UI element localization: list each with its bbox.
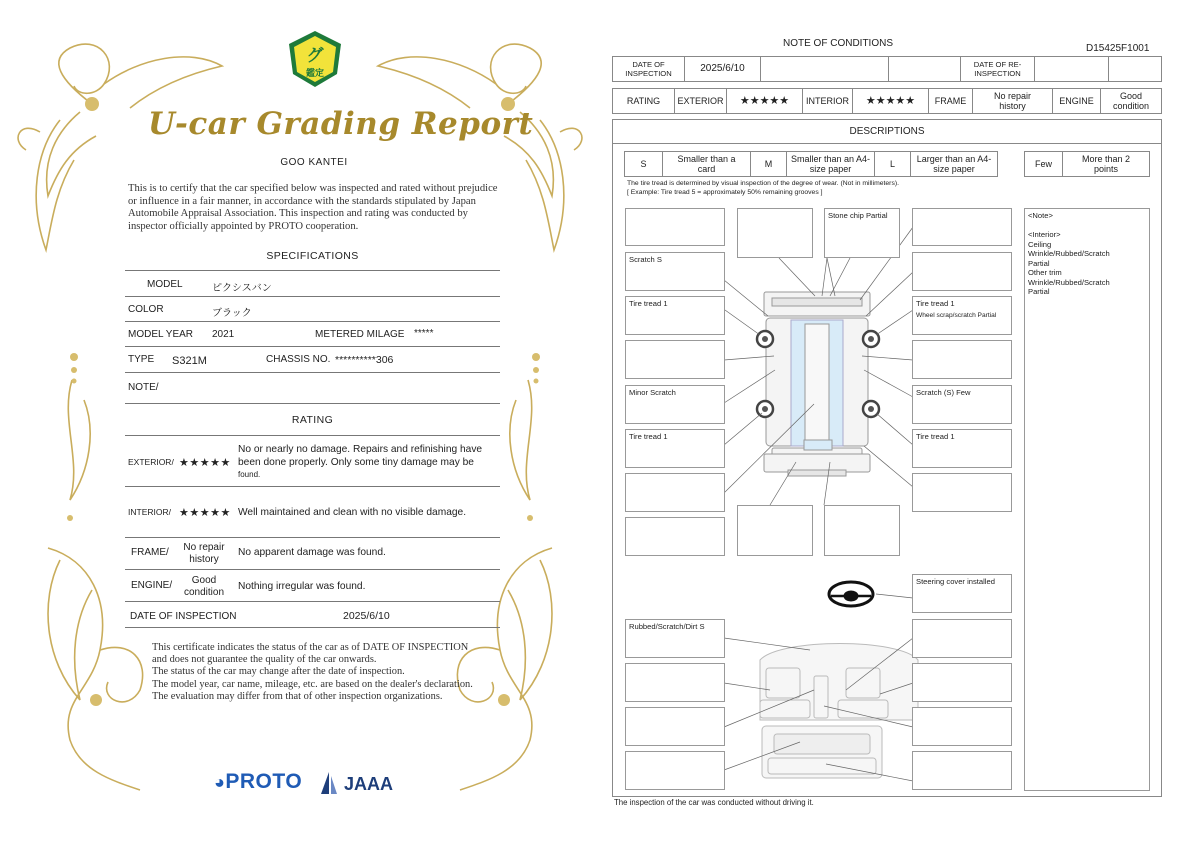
divider [125,346,500,347]
interior-note-panel [1024,208,1150,791]
divider [125,601,500,602]
divider [125,486,500,487]
note-line: Wrinkle/Rubbed/Scratch [1028,277,1110,287]
exterior-stars: ★★★★★ [179,457,231,469]
disclaimer-line: The model year, car name, mileage, etc. are based on the dealer's declaration. [152,678,473,690]
legend-s-desc: Smaller than a card [663,152,751,176]
disclaimer-line: The evaluation may differ from that of other inspection organizations. [152,690,443,702]
goo-kantei-badge [287,30,343,88]
engine-label: ENGINE/ [131,580,173,591]
model-year-value: 2021 [212,329,235,340]
legend-m-key: M [751,152,787,176]
inspection-date-label: DATE OF INSPECTION [130,611,237,622]
note-line: Wrinkle/Rubbed/Scratch [1028,249,1110,258]
divider [125,270,500,271]
damage-note-box [912,707,1012,746]
damage-note-box [912,296,1012,335]
damage-note-box: Tire tread 1 [625,296,725,335]
badge-label: 鑑定 [305,68,324,78]
frame-value: No repair history [973,89,1053,113]
model-year-label: MODEL YEAR [128,329,194,340]
damage-note-box [625,473,725,512]
chassis-value: **********306 [335,354,394,366]
tire-tread-note: The tire tread is determined by visual inspection of the degree of wear. (Not in millimeters). [627,180,899,187]
descriptions-heading: DESCRIPTIONS [612,119,1162,144]
interior-stars: ★★★★★ [853,89,929,113]
disclaimer-line: The status of the car may change after the date of inspection. [152,666,405,678]
interior-description: Well maintained and clean with no visible damage. [238,507,467,518]
legend-l-desc: Larger than an A4-size paper [916,153,992,174]
certification-statement: This is to certify that the car specified below was inspected and rated without prejudice or influence in a fair manner, in accordance with the standards stipulated by Japan Automobile Appraisal Association. This inspection and rating was conducted by inspector officially appointed by PROTO cooperation. [128,183,498,232]
damage-note-box [625,707,725,746]
exterior-description-tail: found. [238,470,261,479]
note-line: <Interior> [1028,230,1061,239]
legend-few-key: Few [1025,152,1063,176]
damage-note-box [824,505,900,556]
chassis-label: CHASSIS NO. [266,354,331,365]
damage-note-box: Stone chip Partial [824,208,900,258]
engine-description: Nothing irregular was found. [238,581,366,592]
proto-logo: ◕PROTO [214,770,303,793]
engine-value: Good condition [1112,90,1150,111]
tire-tread-text: Tire tread 1 [916,299,955,308]
type-label: TYPE [128,354,155,365]
svg-text:グ: グ [306,46,324,66]
frame-value: No repair history [183,542,225,565]
damage-note-box: Minor Scratch [625,385,725,424]
legend-few-desc: More than 2 points [1081,153,1131,174]
damage-note-box: Scratch (S) Few [912,385,1012,424]
exterior-label: EXTERIOR [675,89,727,113]
note-line: Partial [1028,287,1050,296]
divider [125,372,500,373]
type-value: S321M [172,355,207,367]
color-value: ブラック [212,308,252,319]
exterior-stars: ★★★★★ [727,89,803,113]
exterior-description: No or nearly no damage. Repairs and refinishing have been done properly. Only some tiny damage may be [238,444,483,468]
damage-note-box [625,517,725,556]
damage-note-box: Tire tread 1 [625,429,725,468]
divider [125,627,500,628]
rating-label: RATING [613,89,675,113]
legend-l-key: L [875,152,911,176]
divider [125,537,500,538]
frame-description: No apparent damage was found. [238,547,386,558]
divider [125,403,500,404]
engine-label: ENGINE [1053,89,1101,113]
interior-label: INTERIOR/ [128,507,171,517]
damage-note-box [625,340,725,379]
inspection-date-label: DATE OF INSPECTION [613,57,685,81]
frame-label: FRAME/ [131,547,169,558]
jaaa-logo-text: JAAA [344,774,394,794]
damage-note-box [912,473,1012,512]
damage-note-box [912,619,1012,658]
reinspection-date-label: DATE OF RE-INSPECTION [961,57,1035,81]
divider [125,569,500,570]
tire-tread-example: [ Example: Tire tread 5 = approximately 50% remaining grooves ] [627,189,823,196]
inspection-footer-note: The inspection of the car was conducted without driving it. [614,798,814,807]
model-value: ピクシスバン [212,283,272,294]
inspection-date-value: 2025/6/10 [685,57,761,81]
note-of-conditions-sheet [600,0,1200,848]
mileage-label: METERED MILAGE [315,329,405,340]
damage-note-box [737,208,813,258]
interior-label: INTERIOR [803,89,853,113]
rating-heading: RATING [291,414,334,426]
certificate-disclaimer [152,642,482,703]
steering-wheel-icon [829,582,873,606]
damage-note-box [625,663,725,702]
proto-logo-text: PROTO [225,770,303,793]
divider [125,321,500,322]
damage-note-box: Rubbed/Scratch/Dirt S [625,619,725,658]
specifications-heading: SPECIFICATIONS [266,250,359,262]
van-top-view [764,292,870,476]
damage-note-box [912,663,1012,702]
damage-note-box [912,252,1012,291]
note-line: Ceiling [1028,239,1052,249]
note-label: NOTE/ [128,382,159,393]
note-line: Other trim [1028,268,1062,277]
engine-value: Good condition [183,575,225,598]
color-label: COLOR [128,304,164,315]
damage-note-box [625,208,725,246]
jaaa-mark-icon [318,770,340,796]
damage-note-box: Scratch S [625,252,725,291]
report-title: U-car Grading Report [148,106,534,142]
report-subtitle: GOO KANTEI [280,157,348,168]
damage-note-box [912,208,1012,246]
frame-label: FRAME [929,89,973,113]
damage-note-box [737,505,813,556]
damage-note-box [625,751,725,790]
document-id: D15425F1001 [1086,43,1150,54]
divider [125,435,500,436]
note-spacer [1028,221,1146,231]
legend-m-desc: Smaller than an A4-size paper [787,152,875,176]
legend-s-key: S [625,152,663,176]
damage-note-box: Tire tread 1 [912,429,1012,468]
sheet-title: NOTE OF CONDITIONS [783,38,893,49]
inspection-date-value: 2025/6/10 [343,610,390,622]
wheel-scrap-text: Wheel scrap/scratch Partial [916,311,997,319]
mileage-value: ***** [414,328,434,339]
note-line: Partial [1028,258,1050,268]
disclaimer-line: This certificate indicates the status of the car as of DATE OF INSPECTION and does not guarantee the quality of the car onwards. [152,642,469,666]
damage-note-box: Steering cover installed [912,574,1012,613]
damage-note-box [912,340,1012,379]
exterior-label: EXTERIOR/ [128,457,174,467]
note-heading: <Note> [1028,211,1053,220]
model-label: MODEL [147,279,183,290]
interior-stars: ★★★★★ [179,507,231,519]
damage-note-box [912,751,1012,790]
divider [125,296,500,297]
van-interior-view [760,644,918,779]
